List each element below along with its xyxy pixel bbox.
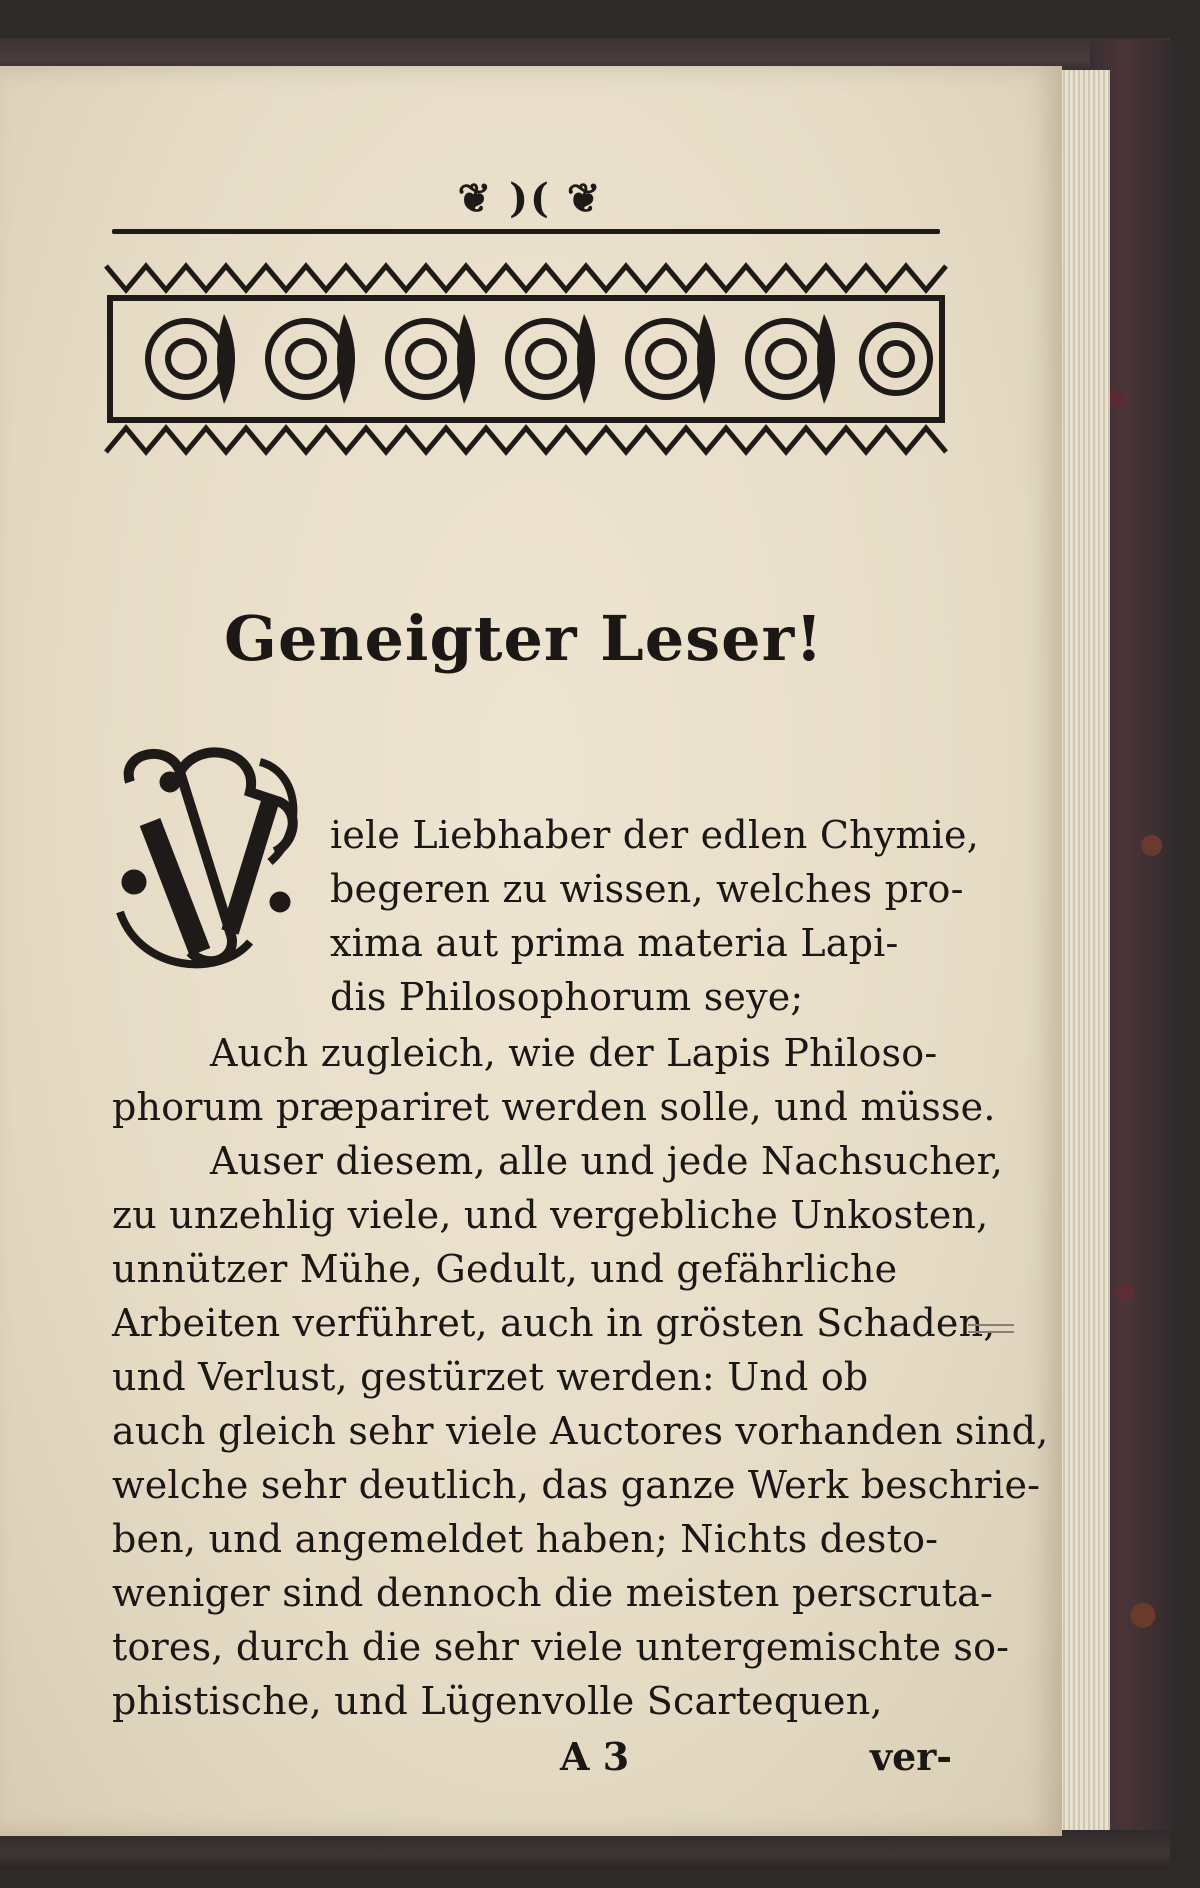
text-line-6: phorum præpariret werden solle, und müsse. bbox=[112, 1085, 996, 1129]
running-head-ornament: ❦ )( ❦ bbox=[457, 175, 603, 222]
text-line-11: und Verlust, gestürzet werden: Und ob bbox=[112, 1355, 869, 1399]
text-line-10: Arbeiten verführet, auch in grösten Schaden, bbox=[112, 1301, 996, 1345]
text-line-1: iele Liebhaber der edlen Chymie, bbox=[330, 813, 979, 857]
text-line-7: Auser diesem, alle und jede Nachsucher, bbox=[210, 1139, 1004, 1183]
signature-mark: A 3 bbox=[560, 1734, 630, 1779]
text-line-9: unnützer Mühe, Gedult, und gefährliche bbox=[112, 1247, 898, 1291]
decorative-headpiece-icon bbox=[106, 254, 946, 464]
text-line-5: Auch zugleich, wie der Lapis Philoso- bbox=[210, 1031, 938, 1075]
text-line-2: begeren zu wissen, welches pro- bbox=[330, 867, 964, 911]
text-line-12: auch gleich sehr viele Auctores vorhanden sind, bbox=[112, 1409, 1049, 1453]
text-line-17: phistische, und Lügenvolle Scartequen, bbox=[112, 1679, 883, 1723]
text-line-13: welche sehr deutlich, das ganze Werk beschrie- bbox=[112, 1463, 1041, 1507]
text-line-4: dis Philosophorum seye; bbox=[330, 975, 804, 1019]
decorative-initial-letter-icon bbox=[110, 742, 310, 978]
text-line-3: xima aut prima materia Lapi- bbox=[330, 921, 899, 965]
text-line-16: tores, durch die sehr viele untergemischte so- bbox=[112, 1625, 1010, 1669]
catchword: ver- bbox=[870, 1734, 953, 1779]
book-cover-bottom-edge bbox=[0, 1830, 1170, 1870]
pencil-margin-mark-icon bbox=[966, 1322, 1016, 1336]
header-rule bbox=[112, 229, 940, 234]
text-line-15: weniger sind dennoch die meisten perscruta- bbox=[112, 1571, 994, 1615]
text-line-8: zu unzehlig viele, und vergebliche Unkosten, bbox=[112, 1193, 989, 1237]
text-line-14: ben, und angemeldet haben; Nichts desto- bbox=[112, 1517, 939, 1561]
page-heading: Geneigter Leser! bbox=[224, 602, 824, 675]
